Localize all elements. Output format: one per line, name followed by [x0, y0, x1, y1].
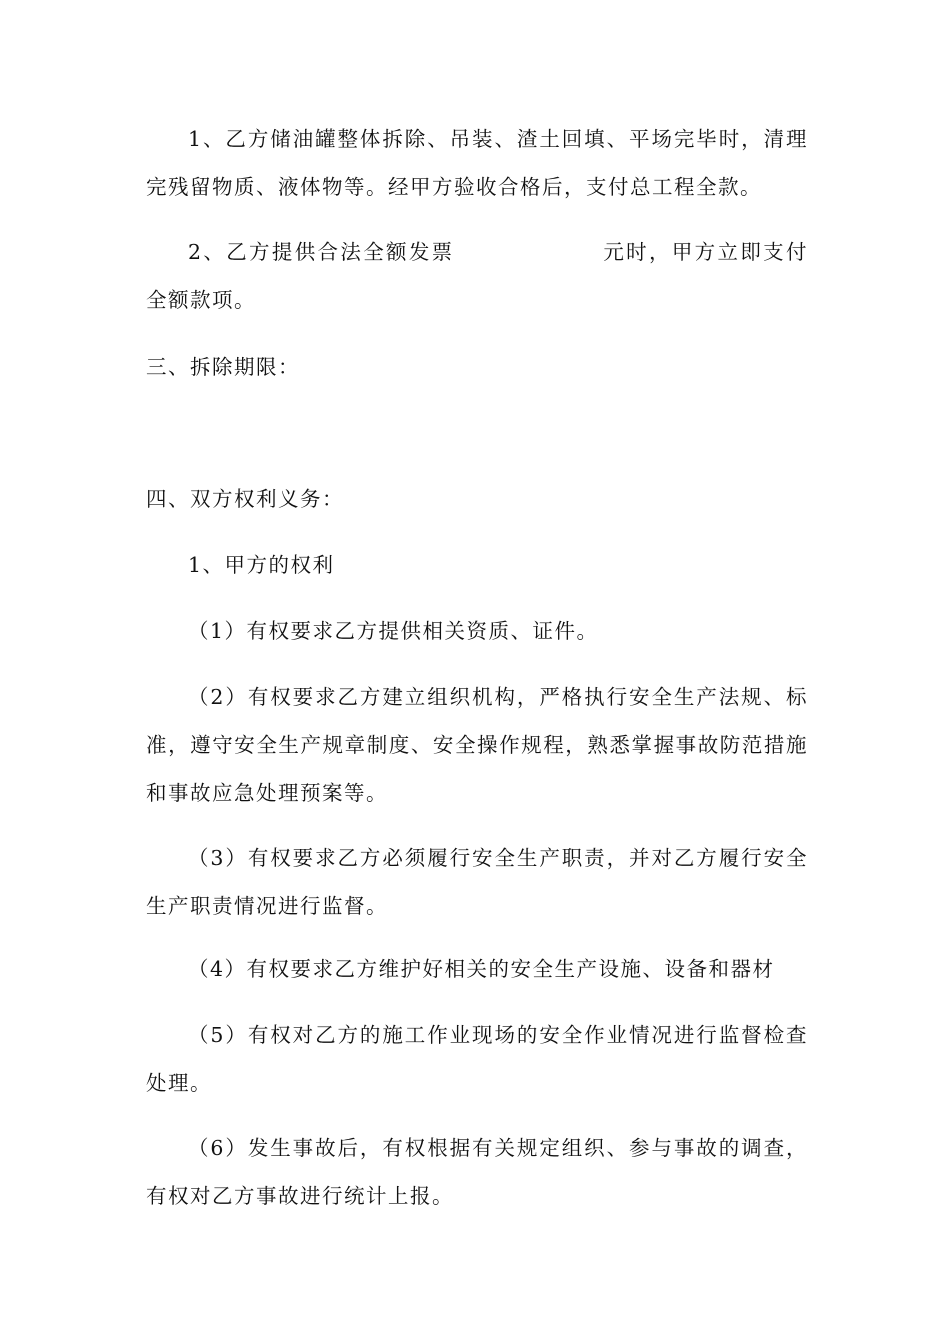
right-item-1: （1）有权要求乙方提供相关资质、证件。: [188, 619, 599, 643]
payment-item-2: [146, 228, 808, 324]
right-item-4: （4）有权要求乙方维护好相关的安全生产设施、设备和器材: [188, 957, 775, 981]
section-3-heading: 三、拆除期限：: [146, 355, 300, 379]
payment-item-1: 1、乙方储油罐整体拆除、吊装、渣土回填、平场完毕时，清理完残留物质、液体物等。经甲方验收合格后，支付总工程全款。: [146, 127, 808, 199]
right-item-3: （3）有权要求乙方必须履行安全生产职责，并对乙方履行安全生产职责情况进行监督。: [146, 846, 808, 918]
right-item-5: （5）有权对乙方的施工作业现场的安全作业情况进行监督检查处理。: [146, 1023, 808, 1095]
section-4-heading: 四、双方权利义务：: [146, 487, 344, 511]
payment-item-2-before: 2、乙方提供合法全额发票: [188, 240, 455, 264]
right-item-2: （2）有权要求乙方建立组织机构，严格执行安全生产法规、标准，遵守安全生产规章制度、安全操作规程，熟悉掌握事故防范措施和事故应急处理预案等。: [146, 685, 808, 805]
right-item-6: （6）发生事故后，有权根据有关规定组织、参与事故的调查，有权对乙方事故进行统计上报。: [146, 1136, 808, 1208]
section-4-sub-1: 1、甲方的权利: [188, 553, 335, 577]
payment-item-2-after: 元时，甲方立即支付全额款项。: [146, 240, 808, 312]
